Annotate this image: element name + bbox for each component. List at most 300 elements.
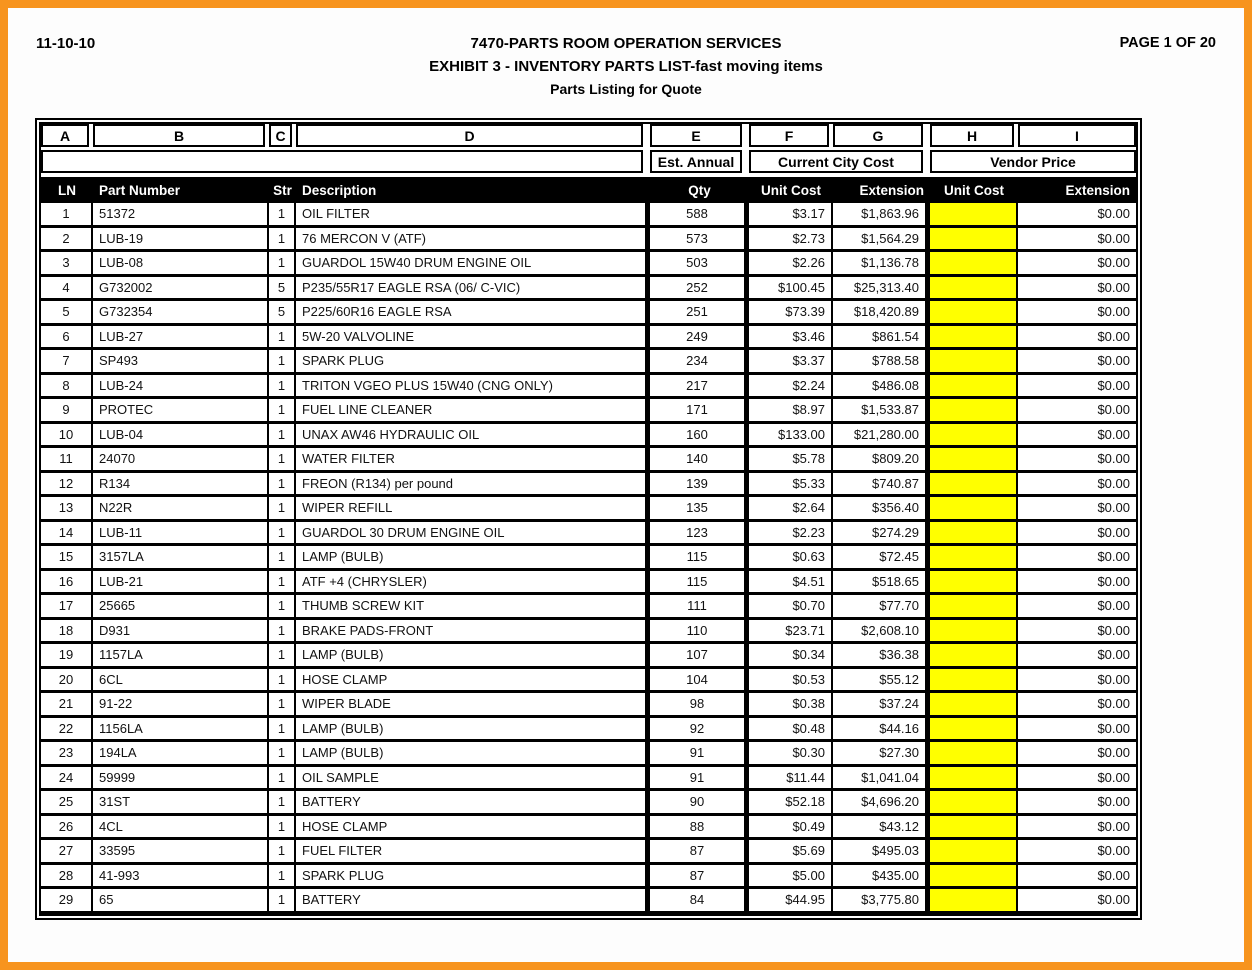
cell-str: 1 — [269, 252, 296, 277]
cell-vendor-unit-cost[interactable] — [930, 816, 1018, 841]
cell-city-extension: $435.00 — [833, 865, 930, 890]
cell-qty: 111 — [650, 595, 749, 620]
cell-vendor-extension: $0.00 — [1018, 669, 1136, 694]
cell-vendor-unit-cost[interactable] — [930, 473, 1018, 498]
cell-part-number: R134 — [93, 473, 269, 498]
cell-vendor-unit-cost[interactable] — [930, 693, 1018, 718]
cell-city-extension: $43.12 — [833, 816, 930, 841]
cell-vendor-extension: $0.00 — [1018, 791, 1136, 816]
sheet — [8, 8, 1244, 962]
group-header-vendor-price: Vendor Price — [930, 150, 1136, 173]
cell-ln: 14 — [41, 522, 93, 547]
cell-vendor-unit-cost[interactable] — [930, 791, 1018, 816]
cell-city-unit-cost: $3.37 — [749, 350, 833, 375]
cell-vendor-unit-cost[interactable] — [930, 277, 1018, 302]
cell-part-number: 51372 — [93, 203, 269, 228]
cell-city-unit-cost: $0.38 — [749, 693, 833, 718]
cell-city-unit-cost: $2.24 — [749, 375, 833, 400]
cell-str: 1 — [269, 742, 296, 767]
cell-description: WIPER REFILL — [296, 497, 650, 522]
cell-part-number: 4CL — [93, 816, 269, 841]
cell-vendor-extension: $0.00 — [1018, 448, 1136, 473]
cell-vendor-extension: $0.00 — [1018, 301, 1136, 326]
cell-city-extension: $495.03 — [833, 840, 930, 865]
cell-ln: 19 — [41, 644, 93, 669]
column-letter-G: G — [833, 124, 923, 147]
cell-part-number: 31ST — [93, 791, 269, 816]
cell-str: 5 — [269, 301, 296, 326]
cell-qty: 139 — [650, 473, 749, 498]
cell-city-extension: $518.65 — [833, 571, 930, 596]
cell-qty: 88 — [650, 816, 749, 841]
cell-part-number: G732002 — [93, 277, 269, 302]
cell-description: SPARK PLUG — [296, 350, 650, 375]
cell-ln: 21 — [41, 693, 93, 718]
cell-vendor-extension: $0.00 — [1018, 767, 1136, 792]
cell-description: WIPER BLADE — [296, 693, 650, 718]
document-subtitle: EXHIBIT 3 - INVENTORY PARTS LIST-fast moving items — [429, 58, 823, 75]
cell-ln: 7 — [41, 350, 93, 375]
cell-vendor-extension: $0.00 — [1018, 522, 1136, 547]
letter-cell — [650, 124, 749, 147]
cell-city-unit-cost: $133.00 — [749, 424, 833, 449]
cell-city-extension: $44.16 — [833, 718, 930, 743]
letter-row — [41, 124, 1136, 147]
cell-city-extension: $21,280.00 — [833, 424, 930, 449]
cell-vendor-extension: $0.00 — [1018, 595, 1136, 620]
cell-vendor-extension: $0.00 — [1018, 546, 1136, 571]
cell-vendor-extension: $0.00 — [1018, 203, 1136, 228]
letter-cell — [93, 124, 269, 147]
group-header-est-annual: Est. Annual — [650, 150, 742, 173]
cell-city-unit-cost: $5.69 — [749, 840, 833, 865]
cell-vendor-extension: $0.00 — [1018, 742, 1136, 767]
cell-description: LAMP (BULB) — [296, 718, 650, 743]
cell-ln: 3 — [41, 252, 93, 277]
cell-vendor-unit-cost[interactable] — [930, 228, 1018, 253]
cell-str: 1 — [269, 718, 296, 743]
cell-ln: 9 — [41, 399, 93, 424]
cell-vendor-unit-cost[interactable] — [930, 595, 1018, 620]
cell-city-unit-cost: $0.49 — [749, 816, 833, 841]
cell-qty: 87 — [650, 840, 749, 865]
cell-part-number: 25665 — [93, 595, 269, 620]
cell-description: LAMP (BULB) — [296, 546, 650, 571]
cell-description: GUARDOL 15W40 DRUM ENGINE OIL — [296, 252, 650, 277]
cell-description: UNAX AW46 HYDRAULIC OIL — [296, 424, 650, 449]
cell-qty: 234 — [650, 350, 749, 375]
cell-city-unit-cost: $0.63 — [749, 546, 833, 571]
cell-ln: 5 — [41, 301, 93, 326]
cell-city-extension: $809.20 — [833, 448, 930, 473]
cell-vendor-extension: $0.00 — [1018, 252, 1136, 277]
cell-ln: 28 — [41, 865, 93, 890]
cell-ln: 18 — [41, 620, 93, 645]
cell-city-extension: $740.87 — [833, 473, 930, 498]
parts-table — [35, 118, 1142, 920]
cell-ln: 12 — [41, 473, 93, 498]
cell-qty: 104 — [650, 669, 749, 694]
document-date: 11-10-10 — [36, 35, 96, 52]
cell-city-unit-cost: $8.97 — [749, 399, 833, 424]
cell-ln: 24 — [41, 767, 93, 792]
cell-description: LAMP (BULB) — [296, 644, 650, 669]
cell-vendor-unit-cost[interactable] — [930, 644, 1018, 669]
cell-description: BRAKE PADS-FRONT — [296, 620, 650, 645]
cell-part-number: G732354 — [93, 301, 269, 326]
cell-ln: 29 — [41, 889, 93, 914]
letter-cell — [41, 124, 93, 147]
cell-vendor-unit-cost[interactable] — [930, 522, 1018, 547]
cell-str: 5 — [269, 277, 296, 302]
cell-city-unit-cost: $73.39 — [749, 301, 833, 326]
cell-str: 1 — [269, 865, 296, 890]
cell-qty: 110 — [650, 620, 749, 645]
cell-vendor-extension: $0.00 — [1018, 718, 1136, 743]
cell-city-unit-cost: $2.73 — [749, 228, 833, 253]
cell-part-number: 91-22 — [93, 693, 269, 718]
cell-vendor-extension: $0.00 — [1018, 399, 1136, 424]
cell-vendor-unit-cost[interactable] — [930, 399, 1018, 424]
cell-ln: 1 — [41, 203, 93, 228]
cell-vendor-extension: $0.00 — [1018, 571, 1136, 596]
cell-qty: 217 — [650, 375, 749, 400]
cell-description: FUEL LINE CLEANER — [296, 399, 650, 424]
cell-str: 1 — [269, 424, 296, 449]
cell-ln: 15 — [41, 546, 93, 571]
cell-city-extension: $3,775.80 — [833, 889, 930, 914]
cell-ln: 26 — [41, 816, 93, 841]
cell-qty: 123 — [650, 522, 749, 547]
cell-city-unit-cost: $52.18 — [749, 791, 833, 816]
cell-str: 1 — [269, 399, 296, 424]
cell-qty: 573 — [650, 228, 749, 253]
cell-qty: 91 — [650, 742, 749, 767]
cell-description: FREON (R134) per pound — [296, 473, 650, 498]
document-subtitle-2: Parts Listing for Quote — [550, 81, 702, 97]
cell-str: 1 — [269, 816, 296, 841]
cell-vendor-unit-cost[interactable] — [930, 424, 1018, 449]
cell-part-number: 1157LA — [93, 644, 269, 669]
table-body — [41, 203, 1136, 914]
cell-city-unit-cost: $3.17 — [749, 203, 833, 228]
cell-city-unit-cost: $3.46 — [749, 326, 833, 351]
cell-part-number: D931 — [93, 620, 269, 645]
cell-ln: 22 — [41, 718, 93, 743]
cell-description: LAMP (BULB) — [296, 742, 650, 767]
cell-ln: 6 — [41, 326, 93, 351]
cell-vendor-unit-cost[interactable] — [930, 767, 1018, 792]
cell-city-unit-cost: $100.45 — [749, 277, 833, 302]
document-header — [8, 35, 1244, 97]
cell-part-number: LUB-24 — [93, 375, 269, 400]
cell-str: 1 — [269, 644, 296, 669]
cell-city-unit-cost: $0.48 — [749, 718, 833, 743]
cell-ln: 27 — [41, 840, 93, 865]
cell-part-number: 194LA — [93, 742, 269, 767]
column-letter-H: H — [930, 124, 1014, 147]
cell-part-number: 1156LA — [93, 718, 269, 743]
cell-qty: 84 — [650, 889, 749, 914]
cell-city-extension: $4,696.20 — [833, 791, 930, 816]
column-header-4: Qty — [688, 182, 711, 198]
column-header-8: Extension — [1065, 182, 1130, 198]
cell-city-unit-cost: $0.30 — [749, 742, 833, 767]
cell-city-unit-cost: $0.70 — [749, 595, 833, 620]
cell-part-number: LUB-04 — [93, 424, 269, 449]
cell-part-number: PROTEC — [93, 399, 269, 424]
cell-qty: 135 — [650, 497, 749, 522]
cell-description: ATF +4 (CHRYSLER) — [296, 571, 650, 596]
cell-city-unit-cost: $4.51 — [749, 571, 833, 596]
cell-city-unit-cost: $2.23 — [749, 522, 833, 547]
column-letter-B: B — [93, 124, 265, 147]
cell-ln: 8 — [41, 375, 93, 400]
cell-qty: 115 — [650, 546, 749, 571]
cell-ln: 2 — [41, 228, 93, 253]
cell-qty: 92 — [650, 718, 749, 743]
cell-ln: 20 — [41, 669, 93, 694]
cell-vendor-unit-cost[interactable] — [930, 301, 1018, 326]
cell-city-unit-cost: $44.95 — [749, 889, 833, 914]
cell-part-number: SP493 — [93, 350, 269, 375]
cell-str: 1 — [269, 791, 296, 816]
page-indicator: PAGE 1 OF 20 — [1119, 35, 1216, 51]
cell-vendor-unit-cost[interactable] — [930, 718, 1018, 743]
cell-str: 1 — [269, 889, 296, 914]
cell-vendor-extension: $0.00 — [1018, 277, 1136, 302]
cell-city-extension: $27.30 — [833, 742, 930, 767]
cell-ln: 25 — [41, 791, 93, 816]
cell-vendor-unit-cost[interactable] — [930, 865, 1018, 890]
cell-qty: 107 — [650, 644, 749, 669]
cell-vendor-unit-cost[interactable] — [930, 546, 1018, 571]
cell-ln: 23 — [41, 742, 93, 767]
cell-str: 1 — [269, 473, 296, 498]
cell-description: TRITON VGEO PLUS 15W40 (CNG ONLY) — [296, 375, 650, 400]
cell-description: P235/55R17 EAGLE RSA (06/ C-VIC) — [296, 277, 650, 302]
cell-part-number: LUB-21 — [93, 571, 269, 596]
cell-part-number: 59999 — [93, 767, 269, 792]
cell-part-number: N22R — [93, 497, 269, 522]
cell-vendor-unit-cost[interactable] — [930, 840, 1018, 865]
cell-description: BATTERY — [296, 791, 650, 816]
cell-str: 1 — [269, 693, 296, 718]
column-header-3: Description — [302, 182, 377, 198]
cell-str: 1 — [269, 546, 296, 571]
cell-qty: 90 — [650, 791, 749, 816]
cell-part-number: 33595 — [93, 840, 269, 865]
cell-city-extension: $37.24 — [833, 693, 930, 718]
letter-cell — [749, 124, 833, 147]
cell-description: WATER FILTER — [296, 448, 650, 473]
cell-city-extension: $25,313.40 — [833, 277, 930, 302]
cell-str: 1 — [269, 326, 296, 351]
cell-qty: 251 — [650, 301, 749, 326]
cell-vendor-extension: $0.00 — [1018, 620, 1136, 645]
cell-str: 1 — [269, 448, 296, 473]
cell-str: 1 — [269, 595, 296, 620]
cell-city-extension: $486.08 — [833, 375, 930, 400]
cell-city-extension: $1,533.87 — [833, 399, 930, 424]
cell-part-number: 65 — [93, 889, 269, 914]
cell-vendor-extension: $0.00 — [1018, 326, 1136, 351]
document-title: 7470-PARTS ROOM OPERATION SERVICES — [470, 35, 782, 52]
cell-part-number: LUB-11 — [93, 522, 269, 547]
cell-vendor-extension: $0.00 — [1018, 228, 1136, 253]
cell-ln: 13 — [41, 497, 93, 522]
column-header-1: Part Number — [99, 182, 181, 198]
column-header-6: Extension — [859, 182, 924, 198]
cell-qty: 140 — [650, 448, 749, 473]
cell-part-number: LUB-19 — [93, 228, 269, 253]
cell-city-extension: $356.40 — [833, 497, 930, 522]
column-letter-E: E — [650, 124, 742, 147]
cell-qty: 91 — [650, 767, 749, 792]
cell-city-extension: $1,863.96 — [833, 203, 930, 228]
cell-str: 1 — [269, 522, 296, 547]
group-header-row — [41, 150, 1136, 173]
cell-part-number: LUB-27 — [93, 326, 269, 351]
cell-qty: 160 — [650, 424, 749, 449]
cell-city-extension: $77.70 — [833, 595, 930, 620]
cell-vendor-extension: $0.00 — [1018, 424, 1136, 449]
cell-description: HOSE CLAMP — [296, 669, 650, 694]
cell-ln: 17 — [41, 595, 93, 620]
letter-cell — [296, 124, 650, 147]
column-letter-C: C — [269, 124, 292, 147]
cell-vendor-extension: $0.00 — [1018, 865, 1136, 890]
cell-description: OIL FILTER — [296, 203, 650, 228]
cell-city-extension: $36.38 — [833, 644, 930, 669]
column-letter-I: I — [1018, 124, 1136, 147]
cell-city-extension: $72.45 — [833, 546, 930, 571]
column-header-row — [41, 177, 1136, 203]
cell-part-number: 6CL — [93, 669, 269, 694]
parts-table-inner — [39, 122, 1138, 916]
cell-vendor-unit-cost[interactable] — [930, 375, 1018, 400]
cell-ln: 11 — [41, 448, 93, 473]
cell-part-number: 24070 — [93, 448, 269, 473]
cell-description: FUEL FILTER — [296, 840, 650, 865]
cell-vendor-unit-cost[interactable] — [930, 742, 1018, 767]
cell-part-number: LUB-08 — [93, 252, 269, 277]
cell-vendor-unit-cost[interactable] — [930, 571, 1018, 596]
cell-qty: 249 — [650, 326, 749, 351]
cell-qty: 503 — [650, 252, 749, 277]
cell-city-unit-cost: $0.53 — [749, 669, 833, 694]
letter-cell — [833, 124, 930, 147]
column-letter-D: D — [296, 124, 643, 147]
column-letter-F: F — [749, 124, 829, 147]
cell-description: GUARDOL 30 DRUM ENGINE OIL — [296, 522, 650, 547]
cell-vendor-extension: $0.00 — [1018, 375, 1136, 400]
cell-description: 76 MERCON V (ATF) — [296, 228, 650, 253]
cell-part-number: 41-993 — [93, 865, 269, 890]
cell-vendor-extension: $0.00 — [1018, 473, 1136, 498]
cell-qty: 252 — [650, 277, 749, 302]
cell-city-unit-cost: $11.44 — [749, 767, 833, 792]
cell-qty: 87 — [650, 865, 749, 890]
cell-description: OIL SAMPLE — [296, 767, 650, 792]
cell-vendor-unit-cost[interactable] — [930, 326, 1018, 351]
cell-description: HOSE CLAMP — [296, 816, 650, 841]
cell-vendor-unit-cost[interactable] — [930, 252, 1018, 277]
cell-city-extension: $18,420.89 — [833, 301, 930, 326]
letter-cell — [1018, 124, 1136, 147]
cell-qty: 115 — [650, 571, 749, 596]
group-header-current-city-cost: Current City Cost — [749, 150, 923, 173]
cell-description: SPARK PLUG — [296, 865, 650, 890]
cell-vendor-extension: $0.00 — [1018, 350, 1136, 375]
cell-vendor-extension: $0.00 — [1018, 644, 1136, 669]
cell-description: 5W-20 VALVOLINE — [296, 326, 650, 351]
cell-city-unit-cost: $23.71 — [749, 620, 833, 645]
cell-str: 1 — [269, 767, 296, 792]
cell-str: 1 — [269, 350, 296, 375]
cell-qty: 171 — [650, 399, 749, 424]
cell-vendor-unit-cost[interactable] — [930, 203, 1018, 228]
letter-cell — [269, 124, 296, 147]
cell-vendor-unit-cost[interactable] — [930, 448, 1018, 473]
cell-str: 1 — [269, 203, 296, 228]
cell-vendor-extension: $0.00 — [1018, 840, 1136, 865]
cell-city-unit-cost: $0.34 — [749, 644, 833, 669]
cell-str: 1 — [269, 228, 296, 253]
cell-str: 1 — [269, 571, 296, 596]
cell-ln: 16 — [41, 571, 93, 596]
cell-qty: 98 — [650, 693, 749, 718]
cell-vendor-unit-cost[interactable] — [930, 889, 1018, 914]
cell-city-unit-cost: $5.00 — [749, 865, 833, 890]
cell-city-extension: $1,041.04 — [833, 767, 930, 792]
cell-city-extension: $1,564.29 — [833, 228, 930, 253]
cell-vendor-extension: $0.00 — [1018, 816, 1136, 841]
cell-vendor-extension: $0.00 — [1018, 497, 1136, 522]
column-header-0: LN — [58, 182, 76, 198]
column-header-2: Str — [273, 182, 292, 198]
column-header-5: Unit Cost — [761, 182, 821, 198]
column-header-7: Unit Cost — [944, 182, 1004, 198]
cell-city-unit-cost: $5.33 — [749, 473, 833, 498]
cell-city-unit-cost: $2.26 — [749, 252, 833, 277]
cell-vendor-unit-cost[interactable] — [930, 620, 1018, 645]
cell-city-extension: $274.29 — [833, 522, 930, 547]
letter-cell — [930, 124, 1018, 147]
cell-city-extension: $788.58 — [833, 350, 930, 375]
cell-vendor-extension: $0.00 — [1018, 693, 1136, 718]
cell-vendor-unit-cost[interactable] — [930, 669, 1018, 694]
cell-vendor-unit-cost[interactable] — [930, 350, 1018, 375]
cell-description: BATTERY — [296, 889, 650, 914]
cell-city-extension: $861.54 — [833, 326, 930, 351]
cell-city-extension: $1,136.78 — [833, 252, 930, 277]
cell-ln: 10 — [41, 424, 93, 449]
cell-city-extension: $55.12 — [833, 669, 930, 694]
cell-str: 1 — [269, 375, 296, 400]
cell-str: 1 — [269, 669, 296, 694]
cell-str: 1 — [269, 620, 296, 645]
cell-vendor-extension: $0.00 — [1018, 889, 1136, 914]
cell-city-unit-cost: $5.78 — [749, 448, 833, 473]
cell-str: 1 — [269, 497, 296, 522]
cell-city-unit-cost: $2.64 — [749, 497, 833, 522]
column-letter-A: A — [41, 124, 89, 147]
cell-city-extension: $2,608.10 — [833, 620, 930, 645]
cell-description: P225/60R16 EAGLE RSA — [296, 301, 650, 326]
cell-qty: 588 — [650, 203, 749, 228]
cell-vendor-unit-cost[interactable] — [930, 497, 1018, 522]
